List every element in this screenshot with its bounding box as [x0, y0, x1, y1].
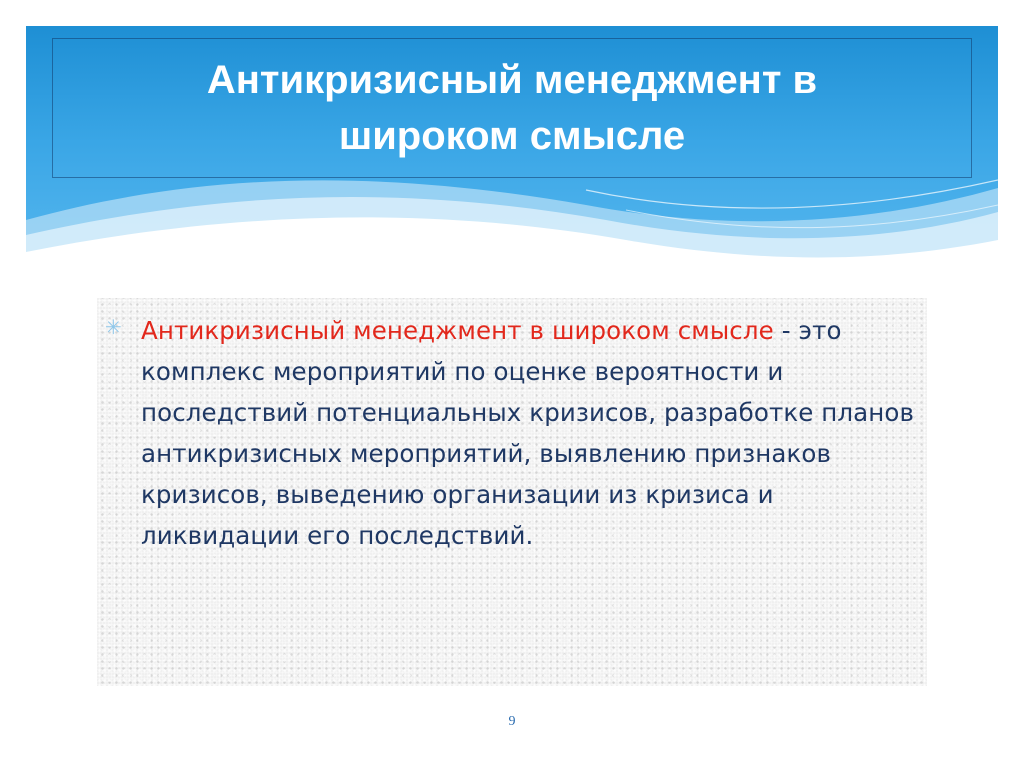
content-box	[97, 298, 927, 686]
page-number: 9	[508, 714, 516, 729]
bullet-item	[105, 310, 915, 556]
bullet-paragraph	[141, 310, 915, 556]
bullet-term: Антикризисный менеджмент в широком смысле	[141, 316, 774, 345]
bullet-definition: - это комплекс мероприятий по оценке вероятности и последствий потенциальных кризисов, разработке планов антикризисных мероприятий, выявлению признаков кризисов, выведению организации из кризиса и ликвидации его последствий.	[141, 316, 915, 550]
slide-title: Антикризисный менеджмент в широком смысле	[206, 58, 818, 158]
asterisk-bullet-icon: ✳	[105, 315, 122, 339]
title-frame	[52, 38, 972, 178]
